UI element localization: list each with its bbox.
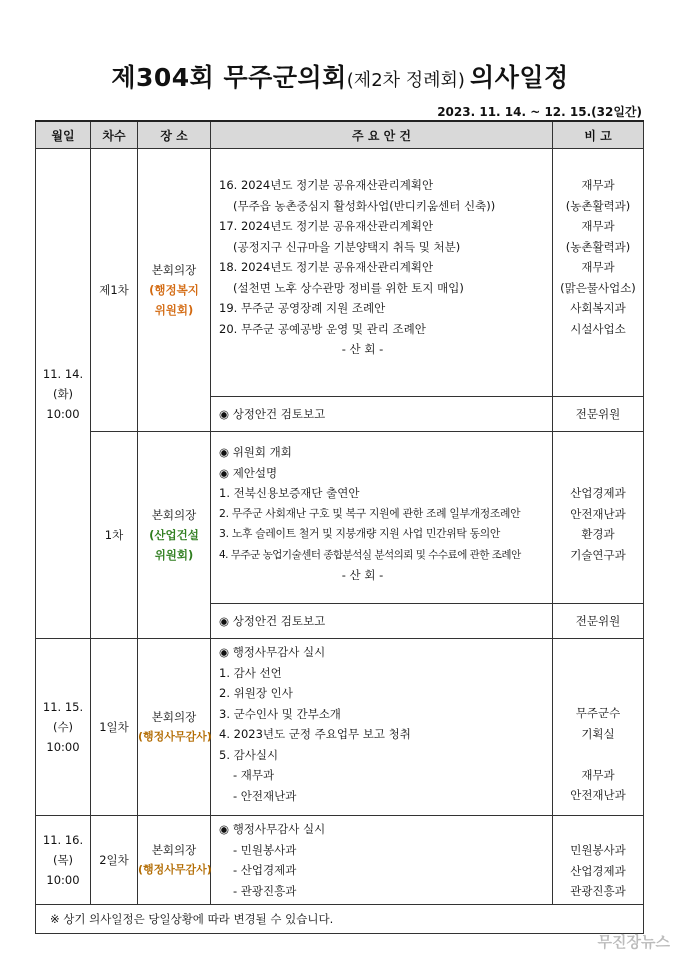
schedule-table [35, 120, 644, 934]
round-cell: 제1차 [91, 149, 138, 432]
footer-note: ※ 상기 의사일정은 당일상황에 따라 변경될 수 있습니다. [36, 905, 644, 934]
place-cell: 본회의장 (행정사무감사) [138, 639, 211, 816]
title-main: 제304회 무주군의회 [111, 63, 347, 92]
place-cell: 본회의장 (산업건설 위원회) [138, 432, 211, 639]
date-cell: 11. 14. (화) 10:00 [36, 149, 91, 639]
note-cell: 재무과 (농촌활력과) 재무과 (농촌활력과) 재무과 (맑은물사업소) 사회복지과 시설사업소 [553, 149, 644, 397]
date-cell: 11. 16. (목) 10:00 [36, 816, 91, 905]
table-header-row [36, 121, 644, 149]
schedule-period: 2023. 11. 14. ~ 12. 15.(32일간) [437, 105, 642, 119]
header-note: 비 고 [553, 121, 644, 149]
agenda-cell: ◉ 행정사무감사 실시 1. 감사 선언 2. 위원장 인사 3. 군수인사 및 간부소개 4. 2023년도 군정 주요업무 보고 청취 5. 감사실시 - 재무과 - 안전재난과 [211, 639, 553, 816]
header-place: 장 소 [138, 121, 211, 149]
note-cell: 무주군수 기획실 재무과 안전재난과 [553, 639, 644, 816]
header-agenda: 주 요 안 건 [211, 121, 553, 149]
table-row [36, 816, 644, 905]
note-cell: 산업경제과 안전재난과 환경과 기술연구과 [553, 432, 644, 604]
review-cell: ◉ 상정안건 검토보고 [211, 604, 553, 639]
round-cell: 2일차 [91, 816, 138, 905]
round-cell: 1일차 [91, 639, 138, 816]
note-cell: 민원봉사과 산업경제과 관광진흥과 [553, 816, 644, 905]
review-note-cell: 전문위원 [553, 397, 644, 432]
table-row [36, 639, 644, 816]
title-session: (제2차 정례회) [346, 70, 465, 91]
title-suffix: 의사일정 [470, 63, 569, 92]
table-row [36, 432, 644, 604]
date-cell: 11. 15. (수) 10:00 [36, 639, 91, 816]
agenda-cell: 16. 2024년도 정기분 공유재산관리계획안 (무주읍 농촌중심지 활성화사업(반디키움센터 신축)) 17. 2024년도 정기분 공유재산관리계획안 (공정지구 신규마을 기분양택지 취득 및 처분) 18. 2024년도 정기분 공유재산관리계획안 (설천면 노후 상수관망 정비를 위한 토지 매입) 19. 무주군 공영장례 지원 조례안 20. 무주군 공예공방 운영 및 관리 조례안 - 산 회 - [211, 149, 553, 397]
table-row [36, 905, 644, 934]
review-note-cell: 전문위원 [553, 604, 644, 639]
agenda-cell: ◉ 위원회 개회 ◉ 제안설명 1. 전북신용보증재단 출연안 2. 무주군 사회재난 구호 및 복구 지원에 관한 조례 일부개정조례안 3. 노후 슬레이트 철거 및 지붕개량 지원 사업 민간위탁 동의안 4. 무주군 농업기술센터 종합분석실 분석의뢰 및 수수료에 관한 조례안 - 산 회 - [211, 432, 553, 604]
round-cell: 1차 [91, 432, 138, 639]
watermark: 무진장뉴스 [597, 933, 670, 951]
header-date: 월일 [36, 121, 91, 149]
review-cell: ◉ 상정안건 검토보고 [211, 397, 553, 432]
place-cell: 본회의장 (행정복지 위원회) [138, 149, 211, 432]
document-title [0, 58, 680, 94]
table-row [36, 149, 644, 397]
header-round: 차수 [91, 121, 138, 149]
agenda-cell: ◉ 행정사무감사 실시 - 민원봉사과 - 산업경제과 - 관광진흥과 [211, 816, 553, 905]
place-cell: 본회의장 (행정사무감사) [138, 816, 211, 905]
